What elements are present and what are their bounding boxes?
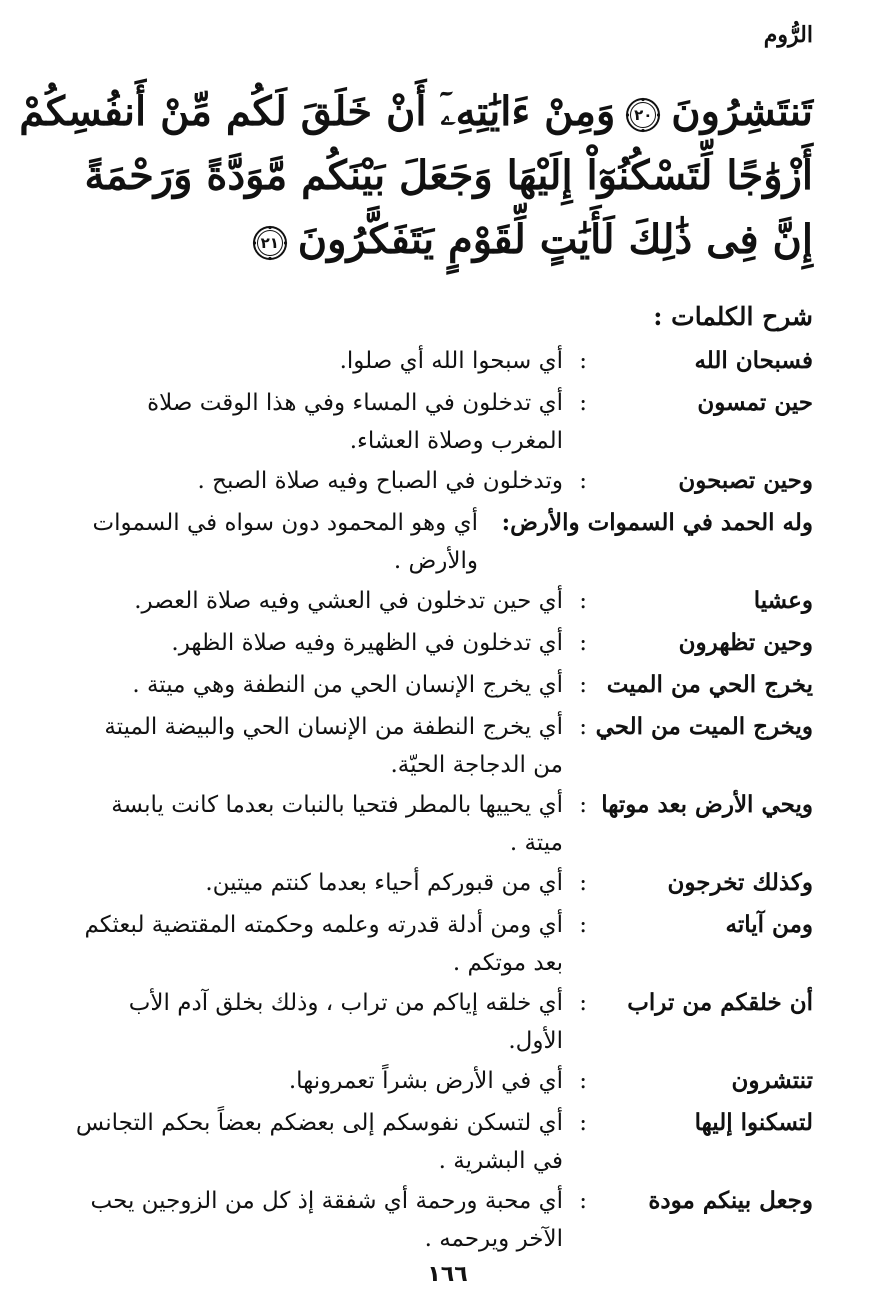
separator-colon: : xyxy=(579,630,587,656)
glossary-term: فسبحان الله xyxy=(694,347,813,374)
glossary-definition: أي وهو المحمود دون سواه في السموات والأرض . xyxy=(92,510,478,574)
glossary-definition: أي في الأرض بشراً تعمرونها. xyxy=(288,1068,563,1094)
glossary-term: لتسكنوا إليها xyxy=(694,1109,813,1136)
verse-line-2: أَزْوَٰجًا لِّتَسْكُنُوٓاْ إِلَيْهَا وَجَعَلَ بَيْنَكُم مَّوَدَّةً وَرَحْمَةً xyxy=(84,152,813,199)
glossary-entry xyxy=(68,1062,813,1102)
glossary-entry xyxy=(68,984,813,1060)
ayah-number: ٢٠ xyxy=(634,105,653,124)
ayah-number: ٢١ xyxy=(260,233,279,252)
verse-text: وَمِنْ ءَايَٰتِهِۦٓ أَنْ خَلَقَ لَكُم مِّنْ أَنفُسِكُمْ xyxy=(19,88,616,135)
glossary-definition: أي ومن أدلة قدرته وعلمه وحكمته المقتضية لبعثكم بعد موتكم . xyxy=(84,912,563,976)
verse-text: إِنَّ فِى ذَٰلِكَ لَأَيَٰتٍ لِّقَوْمٍ يَتَفَكَّرُونَ xyxy=(297,216,813,263)
glossary-entry xyxy=(68,384,813,460)
glossary-definition: أي سبحوا الله أي صلوا. xyxy=(339,348,563,374)
glossary-term: وجعل بينكم مودة xyxy=(648,1187,813,1214)
glossary-term: وعشيا xyxy=(753,587,813,614)
glossary-entry xyxy=(68,1104,813,1180)
glossary-term: وكذلك تخرجون xyxy=(667,869,813,896)
surah-name-header: الرُّوم xyxy=(763,22,813,48)
separator-colon: : xyxy=(579,468,587,494)
separator-colon: : xyxy=(579,588,587,614)
glossary-term: ويحي الأرض بعد موتها xyxy=(601,791,813,818)
glossary-entry xyxy=(68,666,813,706)
verse-line-1 xyxy=(19,80,813,144)
separator-colon: : xyxy=(579,714,587,740)
glossary-definition: أي يخرج النطفة من الإنسان الحي والبيضة الميتة من الدجاجة الحيّة. xyxy=(104,714,563,778)
separator-colon: : xyxy=(579,348,587,374)
glossary-term: ويخرج الميت من الحي xyxy=(595,713,813,740)
separator-colon: : xyxy=(579,912,587,938)
separator-colon: : xyxy=(579,792,587,818)
ayah-marker-icon xyxy=(625,97,661,133)
glossary-term: يخرج الحي من الميت xyxy=(606,671,813,698)
glossary-definition: أي تدخلون في الظهيرة وفيه صلاة الظهر. xyxy=(171,630,563,656)
glossary-title: شرح الكلمات : xyxy=(653,302,813,331)
glossary-definition: وتدخلون في الصباح وفيه صلاة الصبح . xyxy=(197,468,563,494)
glossary-definition: أي لتسكن نفوسكم إلى بعضكم بعضاً بحكم التجانس في البشرية . xyxy=(75,1110,563,1174)
glossary-term: أن خلقكم من تراب xyxy=(627,989,813,1016)
glossary-definition: أي حين تدخلون في العشي وفيه صلاة العصر. xyxy=(134,588,563,614)
separator-colon: : xyxy=(579,990,587,1016)
quran-verses xyxy=(19,80,813,272)
glossary-entry xyxy=(68,786,813,862)
glossary-definition: أي يخرج الإنسان الحي من النطفة وهي ميتة . xyxy=(132,672,563,698)
glossary-entry xyxy=(68,342,813,382)
glossary-entry xyxy=(68,624,813,664)
glossary-term: وله الحمد في السموات والأرض: xyxy=(501,509,813,536)
glossary-list xyxy=(68,342,813,1260)
glossary-entry xyxy=(68,504,813,580)
glossary-entry xyxy=(68,906,813,982)
separator-colon: : xyxy=(579,1110,587,1136)
glossary-term: وحين تصبحون xyxy=(678,467,813,494)
glossary-definition: أي من قبوركم أحياء بعدما كنتم ميتين. xyxy=(205,870,563,896)
glossary-entry xyxy=(68,1182,813,1258)
glossary-entry xyxy=(68,462,813,502)
ayah-marker-icon xyxy=(252,225,288,261)
separator-colon: : xyxy=(579,390,587,416)
glossary-definition: أي محبة ورحمة أي شفقة إذ كل من الزوجين يحب الآخر ويرحمه . xyxy=(90,1188,563,1252)
glossary-definition: أي تدخلون في المساء وفي هذا الوقت صلاة المغرب وصلاة العشاء. xyxy=(147,390,563,454)
glossary-term: وحين تظهرون xyxy=(678,629,813,656)
separator-colon: : xyxy=(579,672,587,698)
glossary-entry xyxy=(68,864,813,904)
page-number: ١٦٦ xyxy=(427,1262,468,1287)
verse-text: تَنتَشِرُونَ xyxy=(671,88,813,135)
glossary-definition: أي خلقه إياكم من تراب ، وذلك بخلق آدم الأب الأول. xyxy=(128,990,563,1054)
glossary-term: حين تمسون xyxy=(697,389,813,416)
verse-line-3 xyxy=(73,208,813,272)
separator-colon: : xyxy=(579,1068,587,1094)
separator-colon: : xyxy=(579,1188,587,1214)
glossary-definition: أي يحييها بالمطر فتحيا بالنبات بعدما كانت يابسة ميتة . xyxy=(111,792,563,856)
glossary-entry xyxy=(68,582,813,622)
glossary-entry xyxy=(68,708,813,784)
glossary-term: تنتشرون xyxy=(731,1067,813,1094)
separator-colon: : xyxy=(579,870,587,896)
glossary-term: ومن آياته xyxy=(725,911,813,938)
